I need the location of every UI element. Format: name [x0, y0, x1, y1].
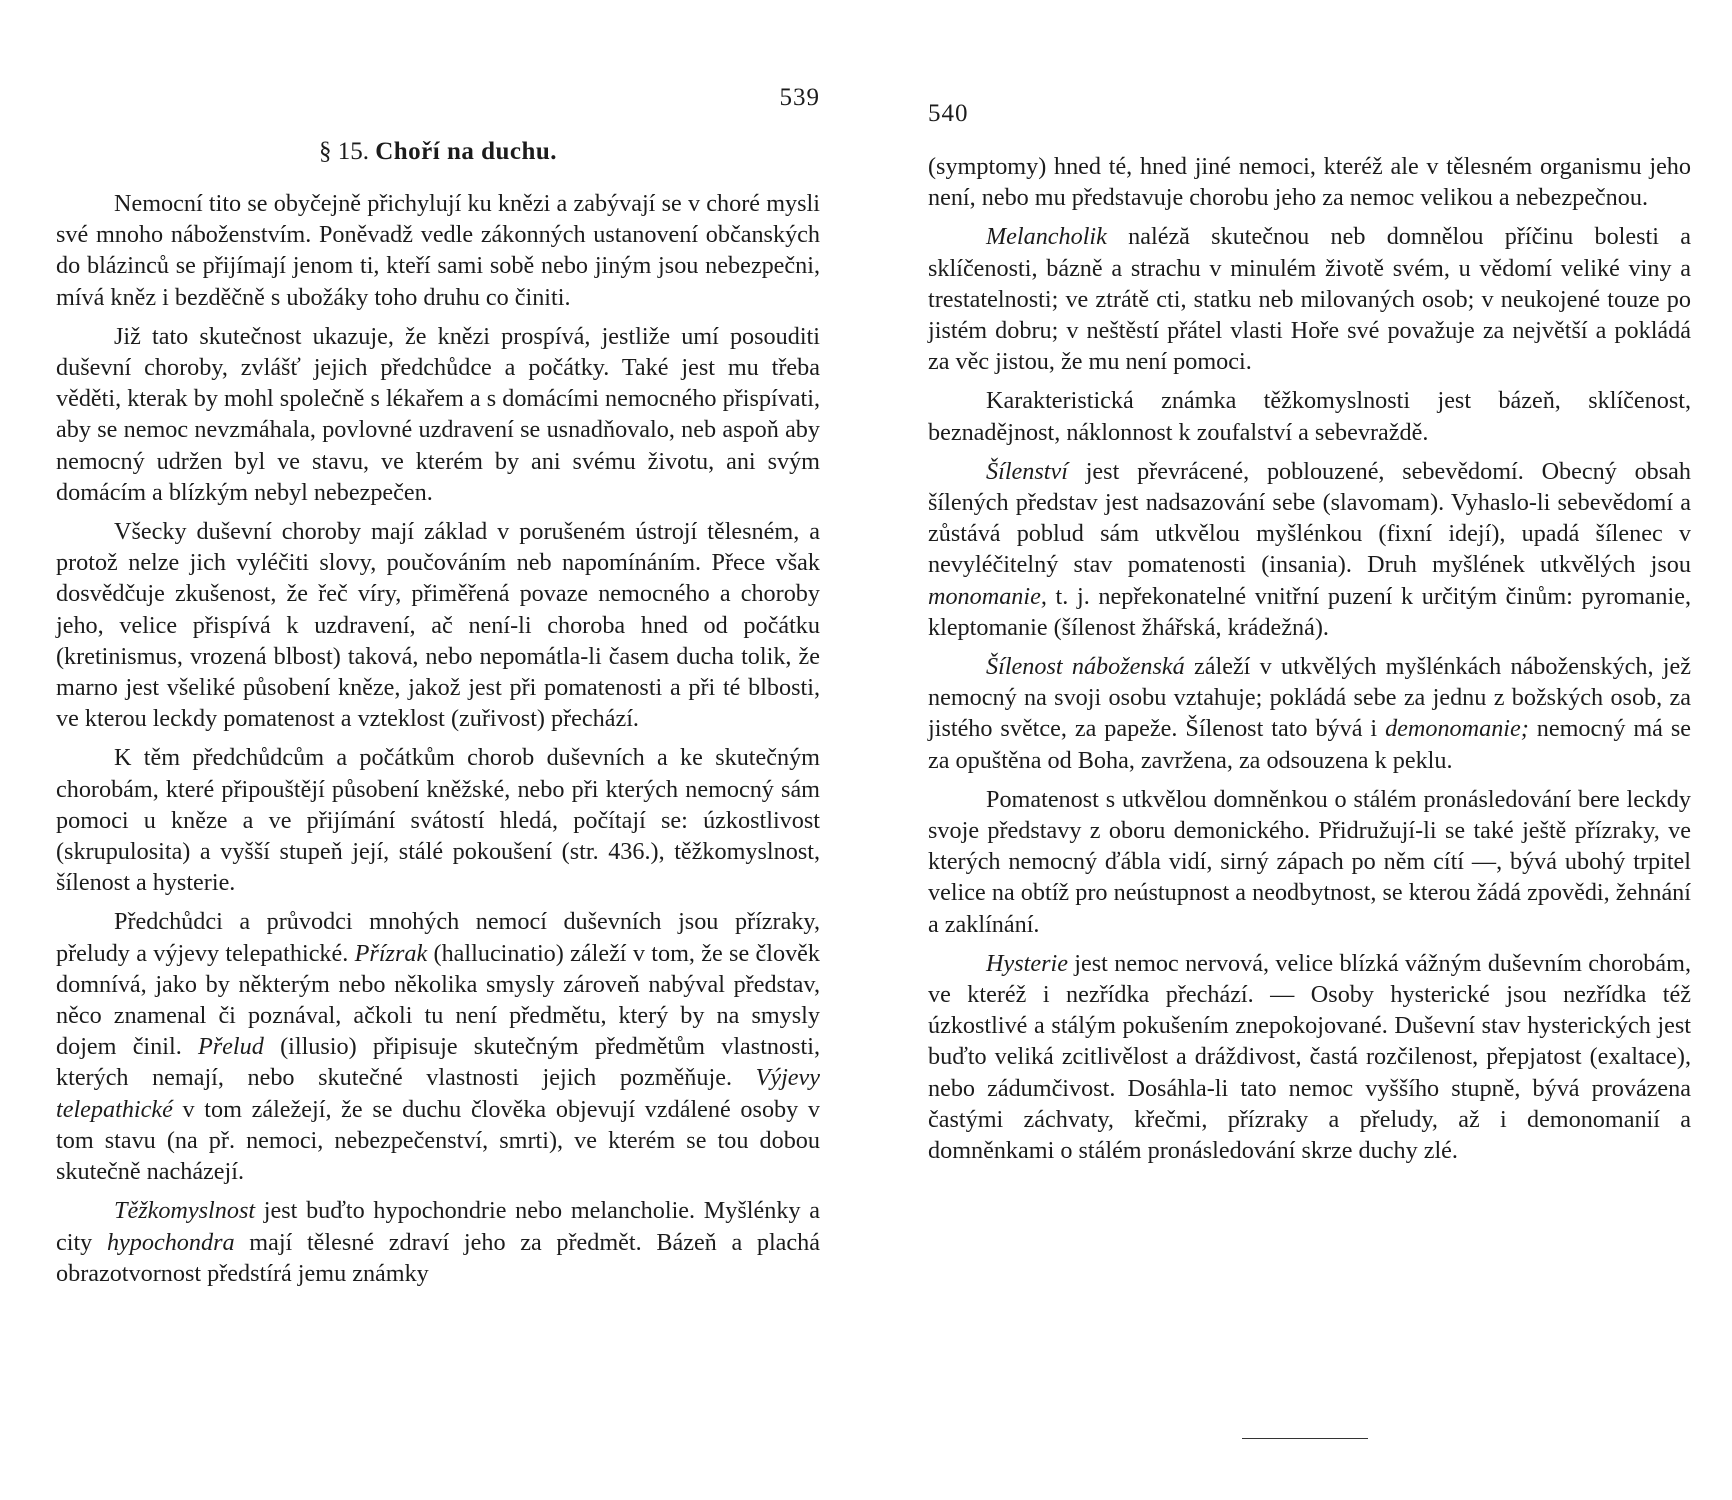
paragraph-text: (illusio) připisuje skutečným předmětům vlastnosti, kterých nemají, nebo skutečné vlastnosti jejich pozměňuje. [56, 1033, 820, 1092]
term-tezkomyslnost: Těžkomyslnost [114, 1197, 256, 1225]
paragraph-text: t. j. nepřekonatelné vnitřní puzení k určitým činům: pyromanie, kleptomanie (šílenost žhářská, krádežná). [928, 582, 1691, 641]
paragraph: K těm předchůdcům a počátkům chorob duševních a ke skutečným chorobám, které připouštějí působení kněžské, nebo při kterých nemocný sám pomoci u kněze a ve přijímání svátostí hledá, počítají se: úzkostlivost (skrupulosita) a vyšší stupeň její, stálé pokoušení (str. 436.), těžkomyslnost, šílenost a hysterie. [56, 744, 820, 897]
term-prelud: Přelud [197, 1033, 264, 1061]
paragraph: Karakteristická známka těžkomyslnosti jest bázeň, sklíčenost, beznadějnost, náklonnost k zoufalství a sebevraždě. [928, 387, 1691, 446]
paragraph-text: (hallucinatio) záleží v tom, že se člověk domnívá, jako by některým nebo několika smysly zároveň nabýval představ, něco znamenal či poznával, ačkoli tu není předmětu, který by na smysly dojem činil. [56, 939, 820, 1061]
right-page [928, 0, 1691, 1500]
term-hypochondra: hypochondra [106, 1228, 235, 1256]
paragraph-text: jest převrácené, poblouzené, sebevědomí. Obecný obsah šílených představ jest nadsazování sebe (slavomam). Vyhaslo-li sebevědomí a zůstává poblud sám utkvělou myšlénkou (fixní idejí), upadá šílenec v nevyléčitelný stav pomatenosti (insania). Druh myšlének utkvělých jsou [928, 457, 1691, 579]
paragraph: Pomatenost s utkvělou domněnkou o stálém pronásledování bere leckdy svoje představy z oboru demonického. Přidružují-li se také ještě přízraky, ve kterých nemocný ďábla vidí, sirný zápach po něm cítí —, bývá ubohý trpitel velice na obtíž pro neústupnost a neodbytnost, se kterou žádá zpovědi, žehnání a zaklínání. [928, 785, 1691, 938]
paragraph-text: jest buďto hypochondrie nebo melancholie. Myšlénky a city [56, 1197, 820, 1256]
paragraph-text: naléză skutečnou neb domnělou příčinu bolesti a sklíčenosti, bázně a strachu v minulém životě svém, u vědomí veliké viny a trestatelnosti; ve ztrátě cti, statku neb milovaných osob; v neukojené touze po jistém dobru; v neštěstí přátel vlasti Hoře své považuje za největší a pokládá za věc jistou, že mu není pomoci. [928, 223, 1691, 376]
term-silenost-nabozenska: Šílenost náboženská [986, 653, 1185, 681]
page-number: 539 [779, 84, 820, 111]
section-heading [56, 138, 820, 166]
paragraph: Nemocní tito se obyčejně přichylují ku knězi a zabývají se v choré mysli své mnoho náboženstvím. Poněvadž vedle zákonných ustanovení občanských do blázinců se přijímají jenom ti, kteří sami sobě nebo jiným jsou nebezpečni, mívá kněz i bezděčně s ubožáky toho druhu co činiti. [56, 190, 820, 311]
end-rule [1242, 1438, 1368, 1439]
paragraph-text: mají tělesné zdraví jeho za předmět. Bázeň a plachá obrazotvornost předstírá jemu známky [56, 1228, 820, 1287]
term-demonomanie: demonomanie; [1385, 715, 1529, 743]
term-silenstvi: Šílenství [986, 457, 1068, 485]
term-hysterie: Hysterie [986, 949, 1068, 977]
page-number: 540 [928, 100, 969, 127]
paragraph [56, 906, 820, 1187]
paragraph-text: záleží v utkvělých myšlénkách náboženských, jež nemocný na svoji osobu vztahuje; pokládá sebe za jednu z božských osob, za jistého světce, za papeže. Šílenost tato bývá i [928, 653, 1692, 743]
term-monomanie: monomanie, [928, 582, 1047, 610]
term-melancholik: Melancholik [986, 223, 1107, 251]
right-page-body [928, 151, 1691, 1174]
paragraph-text: nemocný má se za opuštěna od Boha, zavržena, za odsouzena k peklu. [928, 715, 1691, 774]
paragraph-text: v tom záležejí, že se duchu člověka objevují vzdálené osoby v tom stavu (na př. nemoci, nebezpečenství, smrti), ve kterém se tou dobou skutečně nacházejí. [56, 1095, 820, 1186]
section-mark: § 15. [318, 138, 369, 165]
paragraph [928, 221, 1691, 377]
section-title: Choří na duchu. [375, 138, 558, 165]
term-prizrak: Přízrak [354, 939, 428, 967]
term-vyjevy-telepathicke: Výjevy telepathické [56, 1064, 820, 1123]
paragraph [928, 456, 1691, 643]
left-page-body [56, 188, 820, 1297]
paragraph [56, 1195, 820, 1289]
paragraph: Všecky duševní choroby mají základ v porušeném ústrojí tělesném, a protož nelze jich vyléčiti slovy, poučováním neb napomínáním. Přece však dosvědčuje zkušenost, že řeč víry, přiměřená povaze nemocného a choroby jeho, velice přispívá k uzdravení, ač není-li choroba hned od počátku (kretinismus, vrozená blbost) taková, nebo nepomátla-li časem ducha tolik, že marno jest všeliké působení kněze, jakož jest při pomatenosti a při té blbosti, ve kterou leckdy pomatenost a vzteklost (zuřivost) přechází. [56, 518, 820, 733]
left-page [56, 0, 820, 1500]
paragraph-text: jest nemoc nervová, velice blízká vážným duševním chorobám, ve kteréž i nezřídka přechází. — Osoby hysterické jsou nezřídka též úzkostlivé a stálým pokušením znepokojované. Duševní stav hysterických jest buďto veliká zcitlivělost a dráždivost, častá rozčilenost, přepjatost (exaltace), nebo zádumčivost. Dosáhla-li tato nemoc vyššího stupně, bývá provázena častými záchvaty, křečmi, přízraky a přeludy, až i demonomanií a domněnkami o stálém pronásledování skrze duchy zlé. [928, 949, 1691, 1165]
paragraph [928, 948, 1691, 1166]
paragraph [928, 651, 1691, 776]
paragraph: Již tato skutečnost ukazuje, že knězi prospívá, jestliže umí posouditi duševní choroby, zvlášť jejich předchůdce a počátky. Také jest mu třeba věděti, kterak by mohl společně s lékařem a s domácími nemocného přispívati, aby se nemoc nevzmáhala, povlovné uzdravení se usnadňovalo, neb aspoň aby nemocný udržen byl ve stavu, ve kterém by ani svému životu, ani svým domácím a blízkým nebyl nebezpečen. [56, 322, 820, 506]
paragraph-text: Předchůdci a průvodci mnohých nemocí duševních jsou přízraky, přeludy a výjevy telepathické. [56, 908, 820, 967]
paragraph: (symptomy) hned té, hned jiné nemoci, kteréž ale v tělesném organismu jeho není, nebo mu představuje chorobu jeho za nemoc velikou a nebezpečnou. [928, 153, 1691, 212]
